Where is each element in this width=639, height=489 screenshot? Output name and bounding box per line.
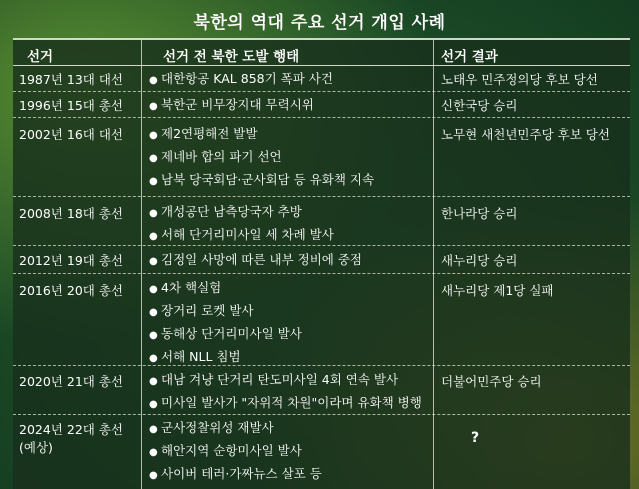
bullet-icon: ● <box>149 424 158 435</box>
act-item: ● 남북 당국회담·군사회담 등 유화책 지속 <box>149 169 374 192</box>
bullet-icon: ● <box>149 176 158 187</box>
table-row <box>13 274 630 366</box>
header-provocation: 선거 전 북한 도발 행태 <box>163 49 300 65</box>
act-item: ● 개성공단 남측당국자 추방 <box>149 201 334 224</box>
row-election-cell <box>19 420 123 456</box>
row-result: 새누리당 승리 <box>441 253 518 268</box>
row-election: 1987년 13대 대선 <box>19 72 123 87</box>
row-result: 노태우 민주정의당 후보 당선 <box>441 72 598 87</box>
table-header-row <box>13 40 630 66</box>
bullet-icon: ● <box>149 208 158 219</box>
act-item: ● 군사정찰위성 재발사 <box>149 417 322 440</box>
row-acts <box>149 417 322 486</box>
bullet-icon: ● <box>149 307 158 318</box>
table-row <box>13 197 630 246</box>
infographic-title: 북한의 역대 주요 선거 개입 사례 <box>193 13 446 33</box>
bullet-icon: ● <box>149 231 158 242</box>
act-item: ● 제네바 합의 파기 선언 <box>149 146 374 169</box>
table-row <box>13 92 630 118</box>
bullet-icon: ● <box>149 130 158 141</box>
act-item: ● 미사일 발사가 "자위적 차원"이라며 유화책 병행 <box>149 392 422 415</box>
act-item: ● 장거리 로켓 발사 <box>149 300 302 323</box>
bullet-icon: ● <box>149 447 158 458</box>
bullet-icon: ● <box>149 470 158 481</box>
row-election: 2016년 20대 총선 <box>19 283 123 298</box>
row-acts <box>149 249 362 272</box>
row-acts <box>149 277 302 369</box>
bullet-icon: ● <box>149 353 158 364</box>
row-result: 한나라당 승리 <box>441 206 518 221</box>
row-election-note: (예상) <box>19 440 53 455</box>
row-acts <box>149 369 422 415</box>
row-election: 2008년 18대 총선 <box>19 206 123 221</box>
table-row <box>13 246 630 274</box>
bullet-icon: ● <box>149 153 158 164</box>
bullet-icon: ● <box>149 399 158 410</box>
row-result: 신한국당 승리 <box>441 98 518 113</box>
act-item: ● 해안지역 순항미사일 발사 <box>149 440 322 463</box>
row-result: ? <box>471 430 480 446</box>
row-election: 2020년 21대 총선 <box>19 374 123 389</box>
row-election: 1996년 15대 총선 <box>19 98 123 113</box>
row-result: 더불어민주당 승리 <box>441 374 542 389</box>
row-result: 노무현 새천년민주당 후보 당선 <box>441 127 610 142</box>
table-row <box>13 66 630 92</box>
act-item: ● 동해상 단거리미사일 발사 <box>149 323 302 346</box>
header-result: 선거 결과 <box>441 49 498 65</box>
act-item: ● 제2연평해전 발발 <box>149 123 374 146</box>
act-item: ● 대한항공 KAL 858기 폭파 사건 <box>149 68 333 91</box>
act-item: ● 북한군 비무장지대 무력시위 <box>149 94 314 117</box>
row-acts <box>149 94 314 117</box>
row-election: 2012년 19대 총선 <box>19 253 123 268</box>
act-item: ● 4차 핵실험 <box>149 277 302 300</box>
bullet-icon: ● <box>149 330 158 341</box>
act-item: ● 서해 단거리미사일 세 차례 발사 <box>149 224 334 247</box>
row-election: 2002년 16대 대선 <box>19 127 123 142</box>
act-item: ● 김정일 사망에 따른 내부 정비에 중점 <box>149 249 362 272</box>
row-acts <box>149 201 334 247</box>
act-item: ● 대남 겨냥 단거리 탄도미사일 4회 연속 발사 <box>149 369 422 392</box>
act-item: ● 사이버 테러·가짜뉴스 살포 등 <box>149 463 322 486</box>
bullet-icon: ● <box>149 256 158 267</box>
table-row <box>13 118 630 197</box>
row-result: 새누리당 제1당 실패 <box>441 283 554 298</box>
row-acts <box>149 123 374 192</box>
table-row <box>13 415 630 487</box>
table-row <box>13 366 630 415</box>
row-election: 2024년 22대 총선 <box>19 422 123 437</box>
bullet-icon: ● <box>149 284 158 295</box>
bullet-icon: ● <box>149 376 158 387</box>
row-acts <box>149 68 333 91</box>
bullet-icon: ● <box>149 75 158 86</box>
header-election: 선거 <box>27 49 54 65</box>
election-table <box>13 38 630 489</box>
bullet-icon: ● <box>149 101 158 112</box>
act-item: ● 서해 NLL 침범 <box>149 346 302 369</box>
